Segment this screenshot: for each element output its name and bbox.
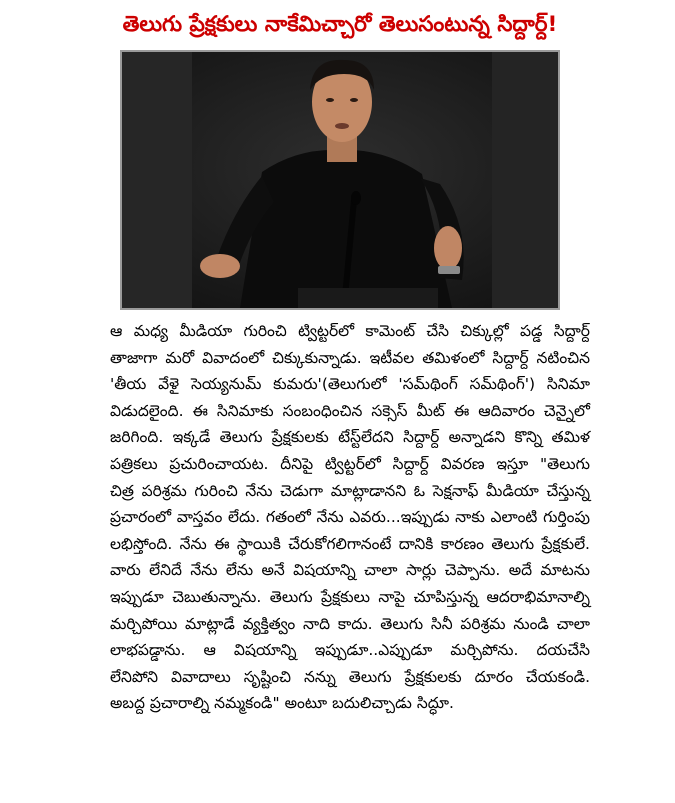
article-line: విడుదలైంది. ఈ సినిమాకు సంబంధించిన సక్సెస్ మీట్ ఈ ఆదివారం చెన్నైలో	[110, 401, 590, 420]
article-body	[110, 318, 590, 717]
article-line: 'తీయ వేళై సెయ్యనుమ్ కుమరు'(తెలుగులో 'సమ్‌థింగ్ సమ్‌థింగ్') సినిమా	[110, 375, 590, 394]
article-line: ఇప్పుడూ చెబుతున్నాను. తెలుగు ప్రేక్షకులు నాపై చూపిస్తున్న ఆదరాభిమానాల్ని	[110, 587, 590, 606]
article-line: వారు లేనిదే నేను లేను అనే విషయాన్ని చాలా సార్లు చెప్పాను. అదే మాటను	[110, 561, 590, 580]
article-line: లభిస్తోంది. నేను ఈ స్థాయికి చేరుకోగలిగానంటే దానికి కారణం తెలుగు ప్రేక్షకులే.	[110, 534, 590, 553]
article-line: అబద్ద ప్రచారాల్ని నమ్మకండి" అంటూ బదులిచ్చాడు సిద్ధూ.	[110, 694, 454, 713]
article-line: తాజాగా మరో వివాదంలో చిక్కుకున్నాడు. ఇటీవల తమిళంలో సిద్దార్ద్ నటించిన	[110, 348, 590, 367]
article-line: మర్చిపోయి మాట్లాడే వ్యక్తిత్వం నాది కాదు. తెలుగు సినీ పరిశ్రమ నుండి చాలా	[110, 614, 590, 633]
article-line: జరిగింది. ఇక్కడే తెలుగు ప్రేక్షకులకు టేస్ట్‌లేదని సిద్దార్ద్ అన్నాడని కొన్ని తమిళ	[110, 428, 590, 447]
article-line: లాభపడ్డాను. ఆ విషయాన్ని ఇప్పుడూ..ఎప్పుడూ మర్చిపోను. దయచేసి	[110, 641, 590, 660]
article-line: లేనిపోని వివాదాలు సృష్టించి నన్ను తెలుగు ప్రేక్షకులకు దూరం చేయకండి.	[110, 667, 590, 686]
article-headline: తెలుగు ప్రేక్షకులు నాకేమిచ్చారో తెలుసంటున్న సిద్దార్ద్!	[122, 12, 558, 37]
article-photo	[120, 50, 560, 310]
article-line: ఆ మధ్య మీడియా గురించి ట్విట్టర్‌లో కామెంట్ చేసి చిక్కుల్లో పడ్డ సిద్దార్ద్	[110, 322, 590, 340]
article-line: ప్రచారంలో వాస్తవం లేదు. గతంలో నేను ఎవరు...ఇప్పుడు నాకు ఎలాంటి గుర్తింపు	[110, 508, 590, 527]
article-line: పత్రికలు ప్రచురించాయట. దీనిపై ట్విట్టర్‌లో సిద్దార్ద్ వివరణ ఇస్తూ "తెలుగు	[110, 454, 590, 473]
article-line: చిత్ర పరిశ్రమ గురించి నేను చెడుగా మాట్లాడానని ఓ సెక్షనాఫ్ మీడియా చేస్తున్న	[110, 481, 590, 500]
speaker-at-podium-photo	[122, 52, 558, 308]
